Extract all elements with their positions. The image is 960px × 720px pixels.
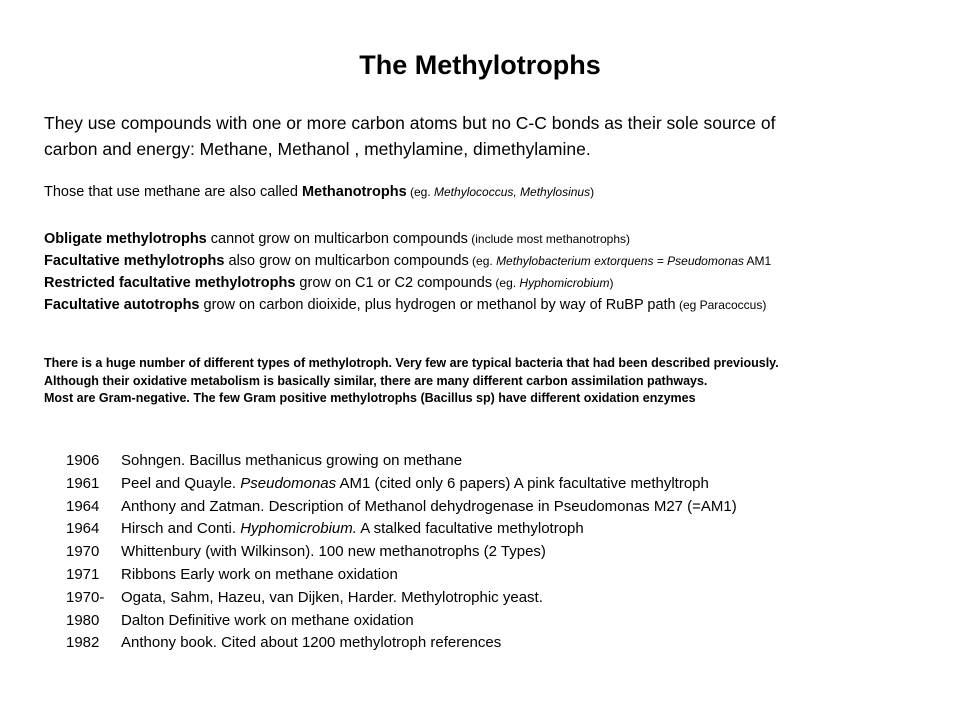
note-line: Most are Gram-negative. The few Gram positive methylotrophs (Bacillus sp) have different oxidation enzymes: [44, 391, 696, 405]
timeline-row: [66, 541, 926, 564]
methanotrophs-note-open: (eg.: [406, 185, 435, 199]
type-note-close: ): [609, 276, 614, 290]
type-term: Facultative autotrophs: [44, 297, 200, 313]
history-timeline: [66, 450, 926, 655]
timeline-row: [66, 587, 926, 610]
methanotrophs-term: Methanotrophs: [301, 184, 407, 200]
type-note: (include most methanotrophs): [467, 232, 630, 246]
timeline-year: 1961: [66, 474, 100, 492]
methanotrophs-lead: Those that use methane are also called: [44, 184, 302, 200]
type-note-open: (eg.: [468, 254, 497, 268]
timeline-year: 1970-: [66, 588, 105, 606]
type-text: grow on C1 or C2 compounds: [295, 275, 493, 291]
type-note-italic: Hyphomicrobium: [519, 276, 610, 290]
type-note-italic: Methylobacterium extorquens = Pseudomonas: [496, 254, 744, 268]
methylotroph-types-list: [44, 228, 944, 316]
timeline-row: [66, 632, 926, 655]
timeline-text: Anthony book. Cited about 1200 methylotroph references: [121, 634, 502, 652]
type-term: Restricted facultative methylotrophs: [44, 275, 296, 291]
methanotrophs-note-close: ): [590, 185, 595, 199]
timeline-text-italic: Pseudomonas: [240, 474, 337, 492]
type-text: grow on carbon dioixide, plus hydrogen or methanol by way of RuBP path: [199, 297, 676, 313]
intro-paragraph: [44, 110, 924, 162]
type-facultative-autotrophs: [44, 294, 944, 316]
type-text: also grow on multicarbon compounds: [224, 253, 469, 269]
timeline-year: 1906: [66, 452, 100, 469]
timeline-year: 1982: [66, 634, 100, 652]
timeline-text: Ribbons Early work on methane oxidation: [121, 565, 398, 583]
timeline-text-post: AM1 (cited only 6 papers) A pink facultative methyltroph: [336, 474, 709, 492]
type-term: Obligate methylotrophs: [44, 231, 207, 247]
type-restricted-facultative: [44, 272, 944, 294]
timeline-text: Dalton Definitive work on methane oxidation: [121, 611, 414, 629]
timeline-year: 1971: [66, 565, 100, 583]
timeline-row: [66, 564, 926, 587]
timeline-text-italic: Hyphomicrobium.: [240, 520, 357, 538]
timeline-text: Sohngen. Bacillus methanicus growing on methane: [121, 452, 463, 469]
note-line: There is a huge number of different types of methylotroph. Very few are typical bacteria that had been described previously.: [44, 356, 779, 370]
timeline-text-pre: Peel and Quayle.: [121, 474, 241, 492]
intro-line-1: They use compounds with one or more carbon atoms but no C-C bonds as their sole source of: [44, 113, 776, 133]
type-note-close: AM1: [743, 254, 772, 268]
type-obligate: [44, 228, 944, 250]
timeline-row: [66, 473, 926, 496]
type-text: cannot grow on multicarbon compounds: [206, 231, 468, 247]
type-term: Facultative methylotrophs: [44, 253, 225, 269]
timeline-text: Anthony and Zatman. Description of Methanol dehydrogenase in Pseudomonas M27 (=AM1): [121, 497, 737, 515]
methanotrophs-examples: Methylococcus, Methylosinus: [434, 185, 591, 199]
timeline-text: Ogata, Sahm, Hazeu, van Dijken, Harder. Methylotrophic yeast.: [121, 588, 543, 606]
timeline-year: 1970: [66, 543, 100, 561]
timeline-text: Whittenbury (with Wilkinson). 100 new methanotrophs (2 Types): [121, 543, 546, 561]
timeline-text: [121, 473, 709, 496]
methanotrophs-line: [44, 184, 924, 200]
timeline-row: [66, 450, 926, 473]
type-note-open: (eg.: [492, 276, 520, 290]
intro-line-2: carbon and energy: Methane, Methanol , methylamine, dimethylamine.: [44, 139, 591, 159]
timeline-row: [66, 610, 926, 633]
note-line: Although their oxidative metabolism is basically similar, there are many different carbon assimilation pathways.: [44, 373, 708, 388]
timeline-year: 1980: [66, 611, 100, 629]
slide-title: The Methylotrophs: [359, 50, 601, 80]
timeline-year: 1964: [66, 497, 100, 515]
type-facultative: [44, 250, 944, 272]
timeline-text: [121, 518, 584, 541]
timeline-year: 1964: [66, 520, 100, 538]
type-note: (eg Paracoccus): [675, 298, 767, 312]
timeline-text-pre: Hirsch and Conti.: [121, 520, 241, 538]
timeline-text-post: A stalked facultative methylotroph: [356, 520, 584, 538]
notes-block: [44, 355, 944, 408]
timeline-row: [66, 518, 926, 541]
timeline-row: [66, 496, 926, 519]
